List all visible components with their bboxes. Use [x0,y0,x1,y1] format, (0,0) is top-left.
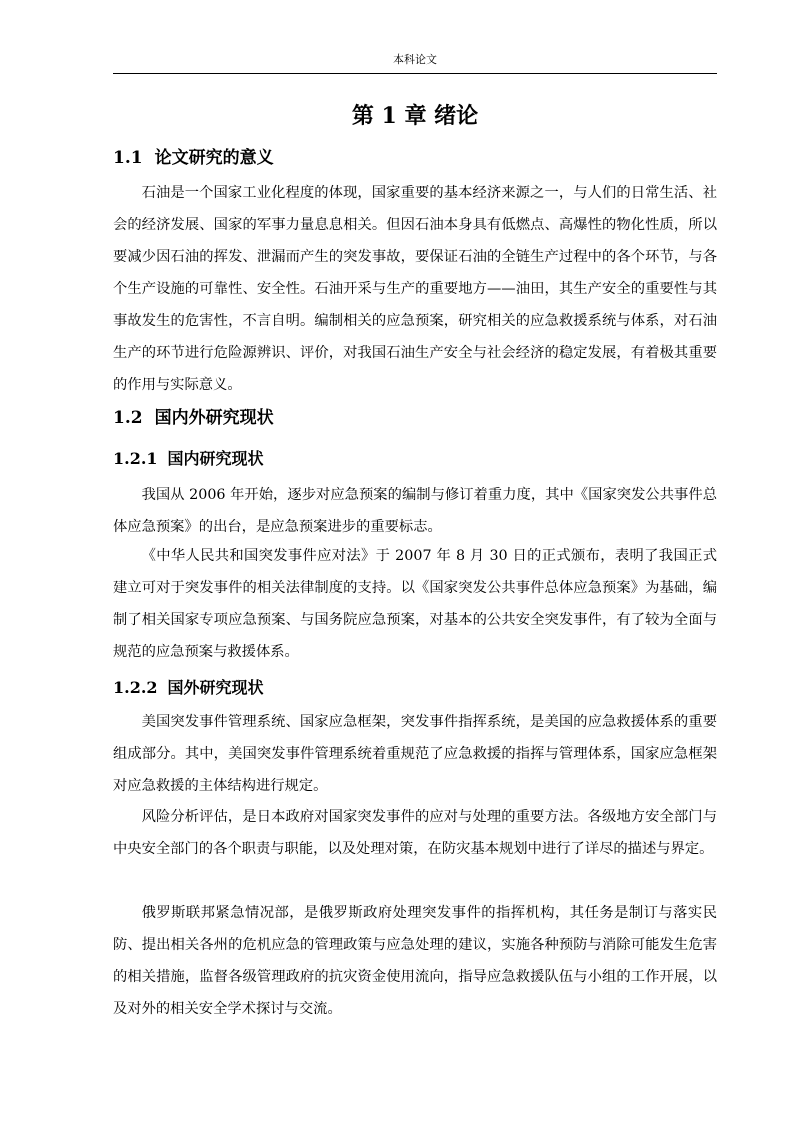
section-heading-1-2 [113,407,274,429]
subsection-heading-1-2-2 [113,677,264,699]
chapter-title: 第 1 章 绪论 [351,103,479,129]
running-header: 本科论文 [393,53,437,66]
section-number: 1.2 [113,408,143,428]
section-number: 1.1 [113,148,143,168]
subsection-heading-1-2-1 [113,448,264,470]
subsection-number: 1.2.2 [113,678,158,697]
header-divider [113,73,717,74]
paragraph-significance: 石油是一个国家工业化程度的体现，国家重要的基本经济来源之一，与人们的日常生活、社会的经济发展、国家的军事力量息息相关。但因石油本身具有低燃点、高爆性的物化性质，所以要减少因石油的挥发、泄漏而产生的突发事故，要保证石油的全链生产过程中的各个环节，与各个生产设施的可靠性、安全性。石油开采与生产的重要地方——油田，其生产安全的重要性与其事故发生的危害性，不言自明。编制相关的应急预案，研究相关的应急救援系统与体系，对石油生产的环节进行危险源辨识、评价，对我国石油生产安全与社会经济的稳定发展，有着极其重要的作用与实际意义。 [113,185,717,393]
section-title: 国内外研究现状 [154,408,274,428]
subsection-number: 1.2.1 [113,449,158,468]
section-title: 论文研究的意义 [154,148,274,168]
paragraph-foreign-russia: 俄罗斯联邦紧急情况部，是俄罗斯政府处理突发事件的指挥机构，其任务是制订与落实民防、提出相关各州的危机应急的管理政策与应急处理的建议，实施各种预防与消除可能发生危害的相关措施，监督各级管理政府的抗灾资金使用流向，指导应急救援队伍与小组的工作开展，以及对外的相关安全学术探讨与交流。 [113,905,717,1017]
subsection-title: 国外研究现状 [167,678,264,697]
paragraph-foreign-usa: 美国突发事件管理系统、国家应急框架，突发事件指挥系统，是美国的应急救援体系的重要组成部分。其中，美国突发事件管理系统着重规范了应急救援的指挥与管理体系，国家应急框架对应急救援的主体结构进行规定。 [113,714,717,794]
section-heading-1-1 [113,147,274,169]
paragraph-domestic-2: 《中华人民共和国突发事件应对法》于 2007 年 8 月 30 日的正式颁布，表明了我国正式建立可对于突发事件的相关法律制度的支持。以《国家突发公共事件总体应急预案》为基础，编制了相关国家专项应急预案、与国务院应急预案，对基本的公共安全突发事件，有了较为全面与规范的应急预案与救援体系。 [113,548,717,660]
paragraph-domestic-1: 我国从 2006 年开始，逐步对应急预案的编制与修订着重力度，其中《国家突发公共事件总体应急预案》的出台，是应急预案进步的重要标志。 [113,487,717,535]
subsection-title: 国内研究现状 [167,449,264,468]
paragraph-foreign-japan: 风险分析评估，是日本政府对国家突发事件的应对与处理的重要方法。各级地方安全部门与中央安全部门的各个职责与职能，以及处理对策，在防灾基本规划中进行了详尽的描述与界定。 [113,809,717,857]
